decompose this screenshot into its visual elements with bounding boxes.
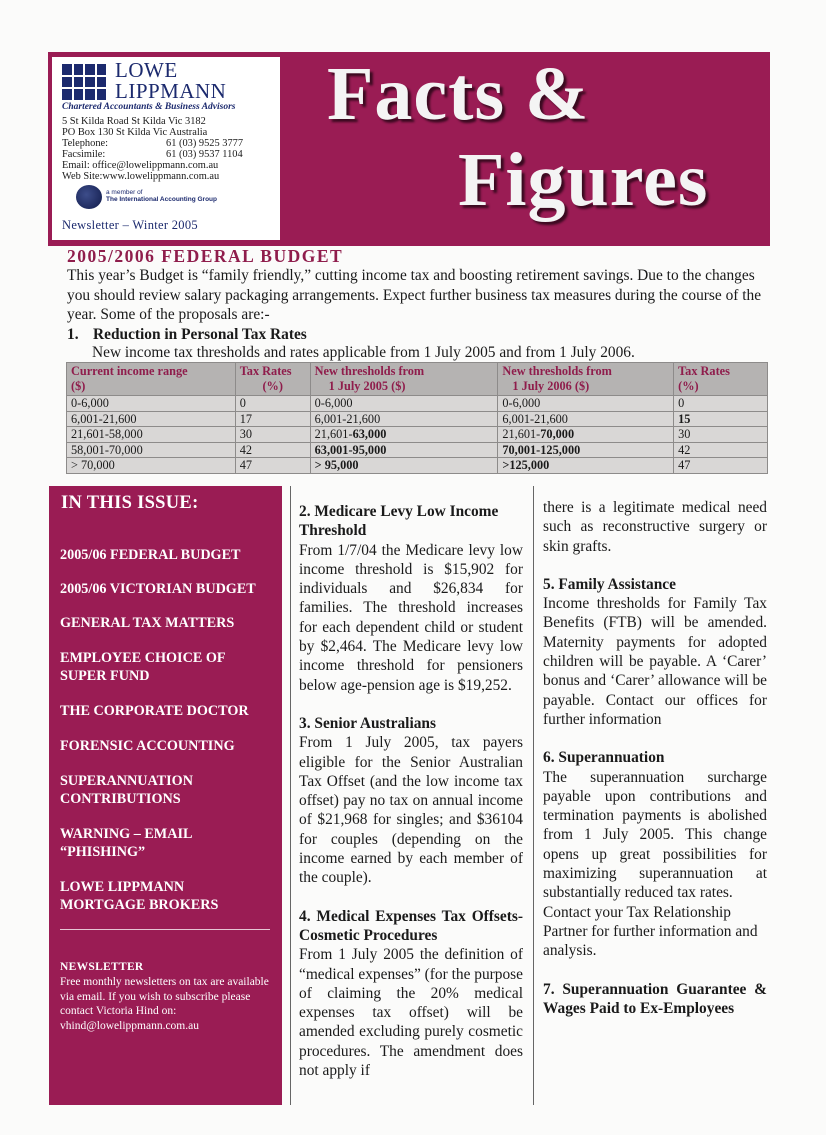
column-header: New thresholds from 1 July 2005 ($): [310, 363, 498, 396]
tax-rates-table: [66, 362, 768, 474]
article-column-middle: [299, 502, 523, 1080]
table-cell: 70,001-125,000: [498, 442, 674, 458]
table-cell: 6,001-21,600: [498, 411, 674, 427]
issue-item-phishing-warning: WARNING – EMAIL “PHISHING”: [60, 826, 192, 860]
issue-item-federal-budget: 2005/06 FEDERAL BUDGET: [60, 547, 241, 563]
table-cell: 47: [235, 458, 310, 474]
superannuation-heading: 6. Superannuation: [543, 749, 665, 767]
issue-item-forensic-accounting: FORENSIC ACCOUNTING: [60, 738, 235, 754]
table-cell: 42: [235, 442, 310, 458]
table-cell: 30: [235, 427, 310, 443]
table-cell: 0-6,000: [67, 396, 236, 412]
medicare-levy-body: From 1/7/04 the Medicare levy low income threshold is $15,902 for individuals and $26,834 for families. The threshold increases for each dependent child or student by $2,464. The Medicare levy low income threshold for pensioners below age-pension age is $19,252.: [299, 541, 523, 694]
super-guarantee-heading: 7. Superannuation Guarantee & Wages Paid to Ex-Employees: [543, 980, 767, 1017]
medicare-levy-heading: 2. Medicare Levy Low Income Threshold: [299, 503, 499, 540]
table-cell: 15: [674, 411, 768, 427]
medical-expenses-body: From 1 July 2005 the definition of “medical expenses” (for the purpose of claiming the 20% medical expenses tax offset) will be amended excluding purely cosmetic procedures. The amendment does not apply if: [299, 946, 523, 1080]
issue-item-victorian-budget: 2005/06 VICTORIAN BUDGET: [60, 581, 256, 597]
table-cell: 42: [674, 442, 768, 458]
issue-item-general-tax: GENERAL TAX MATTERS: [60, 615, 235, 631]
masthead-title-line1: Facts &: [327, 52, 590, 136]
table-row: [67, 411, 768, 427]
firm-name: LOWE LIPPMANN: [115, 58, 227, 103]
table-cell: 21,601-70,000: [498, 427, 674, 443]
column-header: Current income range ($): [67, 363, 236, 396]
thresholds-note: New income tax thresholds and rates applicable from 1 July 2005 and from 1 July 2006.: [92, 344, 635, 361]
issue-item-mortgage-brokers: LOWE LIPPMANN MORTGAGE BROKERS: [60, 879, 219, 913]
group-membership: a member of The International Accounting Group: [106, 189, 217, 203]
table-cell: 0-6,000: [498, 396, 674, 412]
article-column-right: [543, 498, 767, 1018]
section-title: 2005/2006 FEDERAL BUDGET: [67, 246, 344, 266]
website-address: Web Site:www.lowelippmann.com.au: [62, 171, 220, 182]
senior-australians-heading: 3. Senior Australians: [299, 714, 436, 732]
table-row: [67, 396, 768, 412]
newsletter-heading: NEWSLETTER: [60, 961, 144, 973]
table-cell: 21,601-63,000: [310, 427, 498, 443]
issue-item-super-contributions: SUPERANNUATION CONTRIBUTIONS: [60, 773, 193, 807]
newsletter-subscribe-text: Free monthly newsletters on tax are available via email. If you wish to subscribe please contact Victoria Hind on: vhind@lowelippmann.com.au: [60, 976, 269, 1032]
medical-expenses-heading: 4. Medical Expenses Tax Offsets- Cosmetic Procedures: [299, 907, 523, 944]
family-assistance-body: Income thresholds for Family Tax Benefits (FTB) will be amended. Maternity payments for adopted children will be payable. A ‘Carer’ bonus and ‘Carer’ allowance will be payable. Contact our offices for further information: [543, 595, 767, 728]
table-row: [67, 458, 768, 474]
table-cell: 30: [674, 427, 768, 443]
superannuation-contact: Contact your Tax Relationship Partner for further information and analysis.: [543, 903, 758, 960]
table-row: [67, 427, 768, 443]
column-header: Tax Rates (%): [235, 363, 310, 396]
table-cell: 47: [674, 458, 768, 474]
medical-expenses-continued: there is a legitimate medical need such as reconstructive surgery or skin grafts.: [543, 499, 767, 555]
family-assistance-heading: 5. Family Assistance: [543, 575, 676, 593]
facsimile-line: Facsimile: 61 (03) 9537 1104: [62, 149, 243, 160]
table-cell: 0: [235, 396, 310, 412]
sidebar-divider: [60, 929, 270, 930]
table-header-row: [67, 363, 768, 396]
column-divider: [290, 486, 291, 1105]
table-cell: 21,601-58,000: [67, 427, 236, 443]
table-cell: 58,001-70,000: [67, 442, 236, 458]
masthead-title-line2: Figures: [458, 138, 709, 222]
superannuation-body: The superannuation surcharge payable upon contributions and termination payments is abolished from 1 July 2005. This change opens up great possibilities for maximizing superannuation at substantially reduced tax rates.: [543, 768, 767, 902]
column-header: New thresholds from 1 July 2006 ($): [498, 363, 674, 396]
issue-item-super-choice: EMPLOYEE CHOICE OF SUPER FUND: [60, 650, 226, 684]
table-cell: 0-6,000: [310, 396, 498, 412]
telephone-line: Telephone: 61 (03) 9525 3777: [62, 138, 244, 149]
column-header: Tax Rates (%): [674, 363, 768, 396]
table-cell: 17: [235, 411, 310, 427]
budget-intro: This year’s Budget is “family friendly,” cutting income tax and boosting retirement savings. Due to the changes you should review salary packaging arrangements. Expect further business tax measures during the course of the year. Some of the proposals are:-: [67, 267, 762, 323]
table-cell: >125,000: [498, 458, 674, 474]
address-po-box: PO Box 130 St Kilda Vic Australia: [62, 127, 208, 138]
table-cell: > 70,000: [67, 458, 236, 474]
firm-tagline: Chartered Accountants & Business Advisors: [62, 102, 236, 112]
table-cell: 0: [674, 396, 768, 412]
issue-item-corporate-doctor: THE CORPORATE DOCTOR: [60, 703, 249, 719]
table-cell: 6,001-21,600: [67, 411, 236, 427]
address-street: 5 St Kilda Road St Kilda Vic 3182: [62, 116, 206, 127]
table-cell: > 95,000: [310, 458, 498, 474]
globe-icon: [76, 185, 102, 209]
sidebar-title: IN THIS ISSUE:: [61, 493, 199, 513]
column-divider: [533, 486, 534, 1105]
senior-australians-body: From 1 July 2005, tax payers eligible for the Senior Australian Tax Offset (and the low income tax offset) pay no tax on annual income of $21,968 for singles; and $36104 for couples (depending on the income earned by each member of the couple).: [299, 734, 523, 887]
firm-logo-icon: [62, 64, 106, 100]
table-cell: 63,001-95,000: [310, 442, 498, 458]
email-address: Email: office@lowelippmann.com.au: [62, 160, 219, 171]
newsletter-issue: Newsletter – Winter 2005: [62, 218, 198, 232]
subheading-tax-rates: 1. Reduction in Personal Tax Rates: [67, 326, 307, 343]
table-cell: 6,001-21,600: [310, 411, 498, 427]
table-row: [67, 442, 768, 458]
